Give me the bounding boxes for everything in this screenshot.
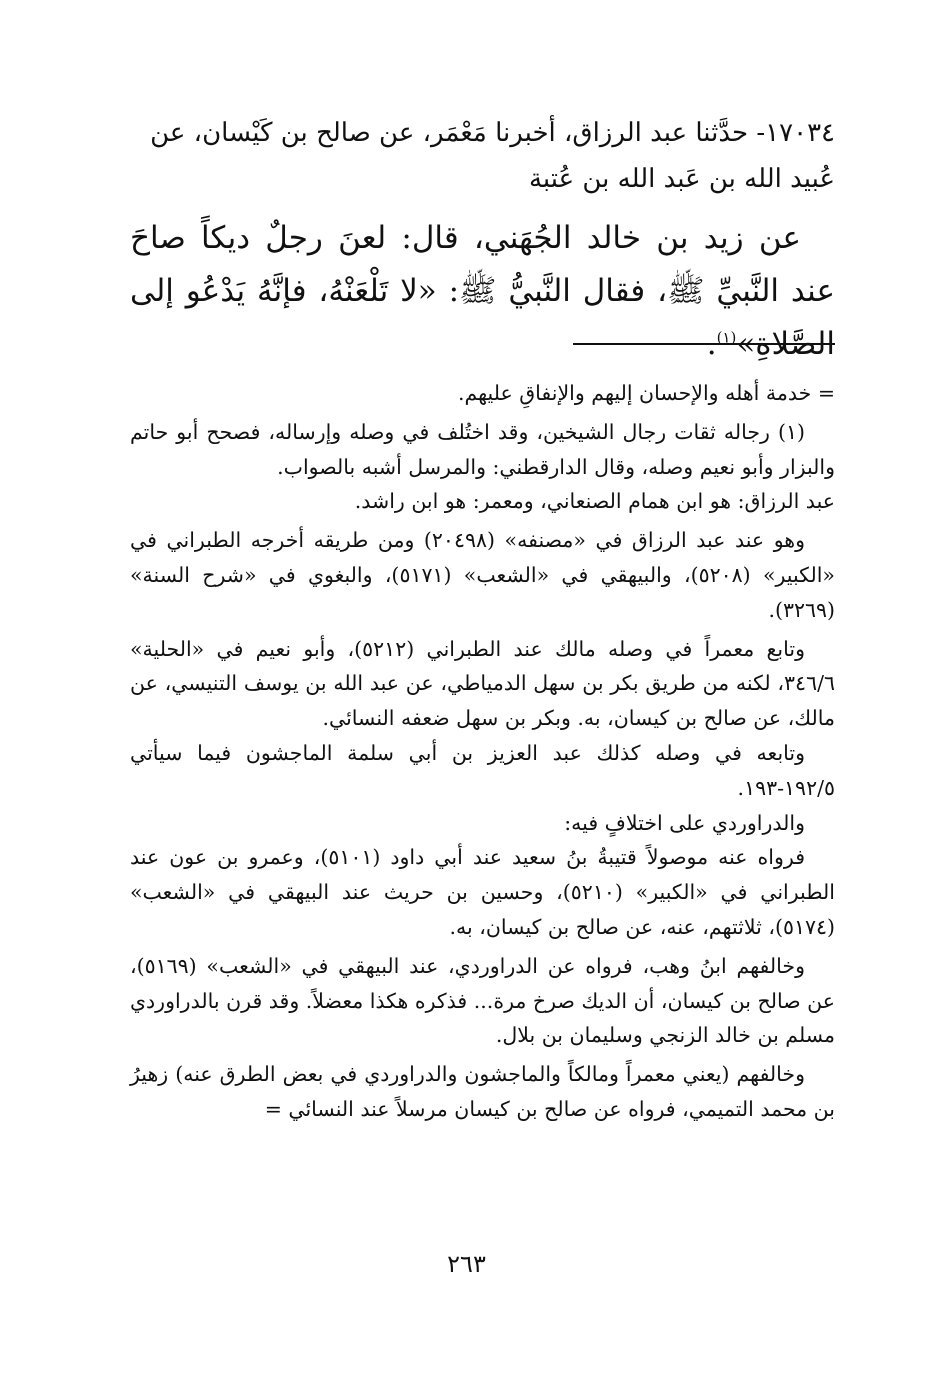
footnote-separator — [573, 343, 835, 345]
footnote-paragraph-8: وخالفهم ابنُ وهب، فرواه عن الدراوردي، عند البيهقي في «الشعب» (٥١٦٩)، عن صالح بن كيسان، أن الديك صرخ مرة... فذكره هكذا معضلاً. وقد قرن بالدراوردي مسلم بن خالد الزنجي وسليمان بن بلال. — [130, 953, 835, 1048]
footnote-paragraph-6: والدراوردي على اختلافٍ فيه: — [564, 810, 805, 835]
matn-end: . — [706, 326, 717, 362]
hadith-matn — [130, 212, 835, 371]
page-number: ٢٦٣ — [447, 1250, 486, 1278]
hadith-isnad — [130, 110, 835, 202]
footnote-paragraph-2: عبد الرزاق: هو ابن همام الصنعاني، ومعمر: هو ابن راشد. — [354, 489, 835, 514]
footnote-paragraph-5: وتابعه في وصله كذلك عبد العزيز بن أبي سلمة الماجشون فيما سيأتي ١٩٢/٥-١٩٣. — [130, 740, 835, 800]
isnad-line-2: عُبيد الله بن عَبد الله بن عُتبة — [528, 164, 835, 194]
footnote-paragraph-7: فرواه عنه موصولاً قتيبةُ بنُ سعيد عند أبي داود (٥١٠١)، وعمرو بن عون عند الطبراني في «الكبير» (٥٢١٠)، وحسين بن حريث عند البيهقي في «الشعب» (٥١٧٤)، ثلاثتهم، عنه، عن صالح بن كيسان، به. — [130, 845, 835, 939]
footnotes — [130, 376, 835, 1127]
footnote-paragraph-9: وخالفهم (يعني معمراً ومالكاً والماجشون والدراوردي في بعض الطرق عنه) زهيرُ بن محمد التميمي، فرواه عن صالح بن كيسان مرسلاً عند النسائي = — [130, 1062, 835, 1121]
footnote-continuation: = خدمة أهله والإحسان إليهم والإنفاقِ عليهم. — [457, 381, 835, 405]
matn-paragraph — [130, 212, 835, 371]
footnote-ref: (١) — [716, 328, 737, 347]
footnote-paragraph-3: وهو عند عبد الرزاق في «مصنفه» (٢٠٤٩٨) ومن طريقه أخرجه الطبراني في «الكبير» (٥٢٠٨)، والبيهقي في «الشعب» (٥١٧١)، والبغوي في «شرح السنة» (٣٢٦٩). — [130, 528, 835, 622]
footnote-paragraph-4: وتابع معمراً في وصله مالك عند الطبراني (٥٢١٢)، وأبو نعيم في «الحلية» ٣٤٦/٦، لكنه من طريق بكر بن سهل الدمياطي، عن عبد الله بن يوسف التنيسي، عن مالك، عن صالح بن كيسان، به. وبكر بن سهل ضعفه النسائي. — [130, 636, 835, 731]
matn-text: عن زيد بن خالد الجُهَني، قال: لعنَ رجلٌ ديكاً صاحَ عند النَّبيِّ ﷺ، فقال النَّبيُّ ﷺ: «لا تَلْعَنْهُ، فإنَّهُ يَدْعُو إلى الصَّلاةِ» — [130, 220, 835, 362]
isnad-line-1: ١٧٠٣٤- حدَّثنا عبد الرزاق، أخبرنا مَعْمَر، عن صالح بن كَيْسان، عن — [150, 118, 835, 148]
footnote-1: (١) رجاله ثقات رجال الشيخين، وقد اختُلف في وصله وإرساله، فصحح أبو حاتم والبزار وأبو نعيم وصله، وقال الدارقطني: والمرسل أشبه بالصواب. — [130, 419, 835, 479]
